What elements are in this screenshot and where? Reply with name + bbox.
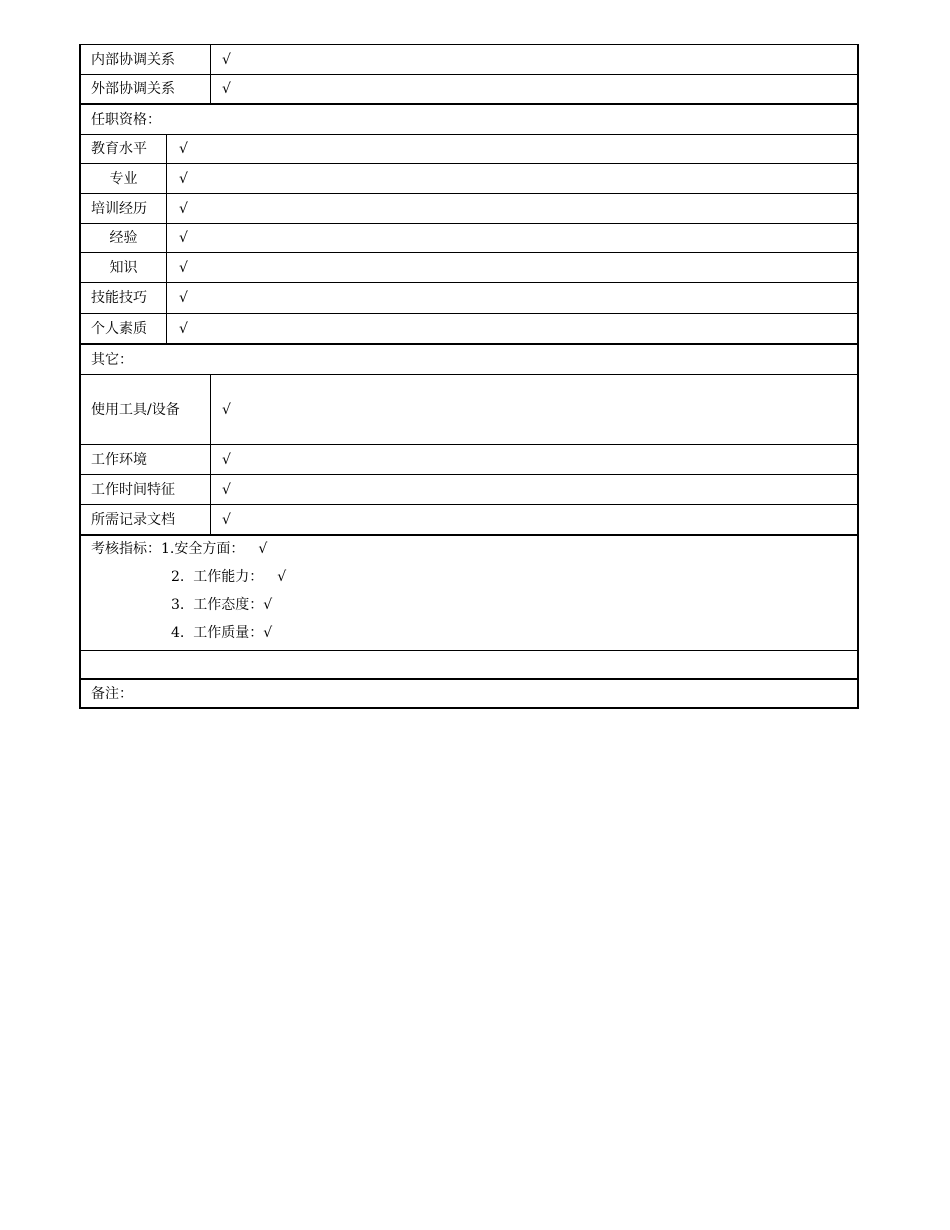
assessment-item-4-value: √ xyxy=(263,625,273,641)
records-documents-label: 所需记录文档 xyxy=(81,505,211,534)
other-heading-row xyxy=(81,345,857,375)
qualification-row xyxy=(81,135,857,164)
personal-quality-value: √ xyxy=(179,320,188,337)
other-row xyxy=(81,505,857,536)
assessment-line-1 xyxy=(91,542,267,556)
remarks-label: 备注： xyxy=(91,685,133,702)
tools-equipment-label: 使用工具/设备 xyxy=(81,375,211,444)
internal-coordination-row xyxy=(81,45,857,75)
work-time-value: √ xyxy=(222,481,231,498)
skills-label: 技能技巧 xyxy=(81,283,167,313)
other-heading: 其它： xyxy=(91,351,133,368)
training-label: 培训经历 xyxy=(81,194,167,223)
qualification-row xyxy=(81,283,857,314)
blank-cell xyxy=(81,651,857,678)
assessment-item-3-text: 3. 工作态度： xyxy=(171,597,264,613)
assessment-item-1-text: 1.安全方面： xyxy=(161,541,245,557)
work-environment-value: √ xyxy=(222,451,231,468)
education-label: 教育水平 xyxy=(81,135,167,163)
major-value: √ xyxy=(179,170,188,187)
other-row xyxy=(81,475,857,505)
assessment-block xyxy=(81,536,857,650)
assessment-row xyxy=(81,536,857,651)
assessment-line-4 xyxy=(171,626,272,640)
external-coordination-label: 外部协调关系 xyxy=(81,75,211,103)
qualification-row xyxy=(81,194,857,224)
other-row xyxy=(81,375,857,445)
major-label: 专业 xyxy=(81,164,167,193)
knowledge-value: √ xyxy=(179,259,188,276)
internal-coordination-label: 内部协调关系 xyxy=(81,45,211,74)
qualification-row xyxy=(81,314,857,345)
qualification-row xyxy=(81,253,857,283)
job-description-form xyxy=(79,44,859,709)
training-value: √ xyxy=(179,200,188,217)
experience-label: 经验 xyxy=(81,224,167,252)
internal-coordination-value: √ xyxy=(222,51,231,68)
work-environment-label: 工作环境 xyxy=(81,445,211,474)
knowledge-label: 知识 xyxy=(81,253,167,282)
tools-equipment-value: √ xyxy=(222,401,231,418)
work-time-label: 工作时间特征 xyxy=(81,475,211,504)
assessment-item-2-value: √ xyxy=(277,569,287,585)
assessment-prefix: 考核指标： xyxy=(91,541,161,557)
records-documents-value: √ xyxy=(222,511,231,528)
skills-value: √ xyxy=(179,290,188,306)
assessment-item-1-value: √ xyxy=(258,541,268,557)
qualifications-heading-row xyxy=(81,105,857,135)
assessment-item-2-text: 2. 工作能力： xyxy=(171,569,264,585)
personal-quality-label: 个人素质 xyxy=(81,314,167,343)
qualification-row xyxy=(81,224,857,253)
blank-row xyxy=(81,651,857,680)
assessment-line-2 xyxy=(171,570,286,584)
external-coordination-value: √ xyxy=(222,81,231,97)
assessment-item-4-text: 4. 工作质量： xyxy=(171,625,264,641)
external-coordination-row xyxy=(81,75,857,105)
qualification-row xyxy=(81,164,857,194)
remarks-row xyxy=(81,680,857,709)
experience-value: √ xyxy=(179,230,188,246)
assessment-item-3-value: √ xyxy=(263,597,273,613)
education-value: √ xyxy=(179,141,188,157)
other-row xyxy=(81,445,857,475)
assessment-line-3 xyxy=(171,598,272,612)
qualifications-heading: 任职资格： xyxy=(91,111,161,128)
